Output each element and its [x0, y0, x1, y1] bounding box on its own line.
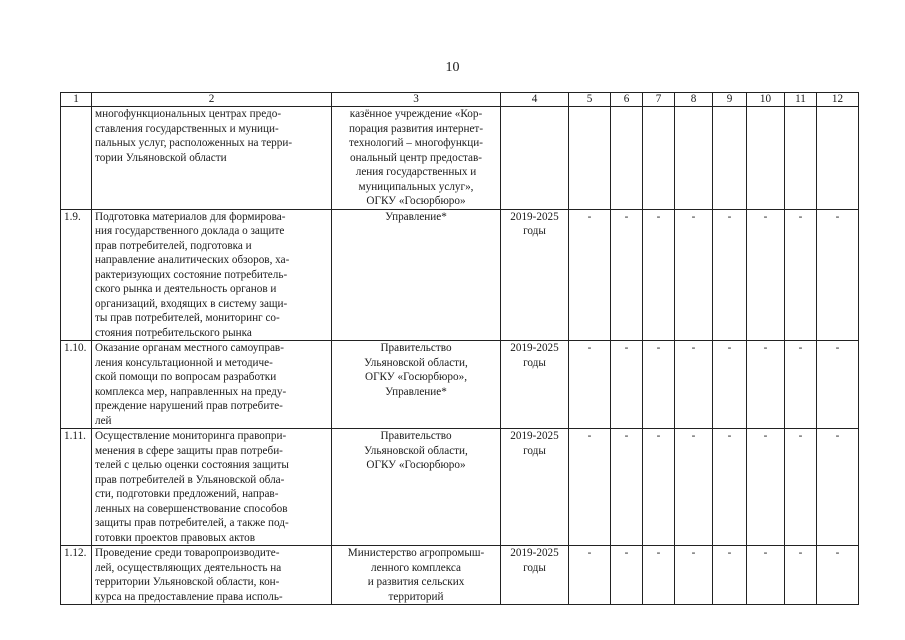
period [501, 341, 569, 429]
value-cell: - [785, 429, 817, 546]
executor-line: Ульяновской области, [364, 444, 468, 457]
page-number: 10 [445, 60, 460, 75]
event-description-line: сти, подготовки предложений, направ- [95, 488, 279, 500]
value-cell [569, 107, 611, 210]
column-header-8: 8 [675, 93, 713, 107]
executor [332, 107, 501, 210]
value-cell: - [785, 341, 817, 429]
value-cell: - [817, 429, 859, 546]
value-cell [675, 107, 713, 210]
event-description-line: организаций, входящих в систему защи- [95, 297, 288, 310]
period-line: 2019-2025 [510, 342, 559, 354]
row-number [61, 107, 92, 210]
value-cell: - [611, 209, 643, 341]
value-cell: - [643, 341, 675, 429]
column-header-7: 7 [643, 93, 675, 107]
header-row [61, 93, 859, 107]
event-description [92, 429, 332, 546]
value-cell: - [713, 209, 747, 341]
value-cell: - [643, 429, 675, 546]
value-cell: - [747, 341, 785, 429]
executor-line: ОГКУ «Госюрбюро», [365, 371, 467, 383]
event-description-line: ты прав потребителей, мониторинг со- [95, 312, 280, 324]
executor [332, 429, 501, 546]
executor-line: территорий [388, 590, 444, 603]
column-header-3: 3 [332, 93, 501, 107]
executor [332, 546, 501, 605]
executor [332, 341, 501, 429]
event-description-line: ления консультационной и методиче- [95, 356, 273, 369]
table-row [61, 429, 859, 546]
event-description-line: курса на предоставление права исполь- [95, 590, 283, 603]
event-description-line: направление аналитических обзоров, ха- [95, 254, 290, 266]
executor-line: ОГКУ «Госюрбюро» [366, 195, 466, 207]
value-cell: - [785, 546, 817, 605]
value-cell: - [747, 209, 785, 341]
value-cell: - [569, 209, 611, 341]
executor-line: Правительство [380, 430, 452, 442]
event-description-line: лей [95, 414, 112, 427]
executor-line: Правительство [380, 342, 452, 354]
executor-line: муниципальных услуг», [358, 180, 474, 193]
executor-line: ленного комплекса [371, 561, 461, 574]
column-header-5: 5 [569, 93, 611, 107]
value-cell: - [569, 546, 611, 605]
column-header-9: 9 [713, 93, 747, 107]
period-line: 2019-2025 [510, 210, 559, 223]
event-description-line: преждение нарушений прав потребите- [95, 400, 283, 412]
event-description-line: ния государственного доклада о защите [95, 225, 285, 237]
value-cell [713, 107, 747, 210]
value-cell: - [643, 546, 675, 605]
event-description-line: ленных на совершенствование способов [95, 502, 288, 515]
column-header-11: 11 [785, 93, 817, 107]
value-cell: - [785, 209, 817, 341]
value-cell: - [675, 341, 713, 429]
table-row [61, 107, 859, 210]
value-cell: - [611, 546, 643, 605]
value-cell: - [643, 209, 675, 341]
value-cell [643, 107, 675, 210]
value-cell: - [675, 209, 713, 341]
value-cell [747, 107, 785, 210]
executor-line: Министерство агропромыш- [347, 547, 485, 559]
event-description-line: прав потребителей, подготовка и [95, 239, 252, 252]
value-cell [817, 107, 859, 210]
table-body [61, 107, 859, 605]
event-description-line: готовки проектов правовых актов [95, 531, 255, 544]
column-header-4: 4 [501, 93, 569, 107]
column-header-2: 2 [92, 93, 332, 107]
event-description-line: многофункциональных центрах предо- [95, 108, 282, 120]
event-description [92, 209, 332, 341]
column-header-12: 12 [817, 93, 859, 107]
event-description-line: стояния потребительского рынка [95, 326, 252, 339]
event-description [92, 107, 332, 210]
period-line: годы [523, 444, 546, 457]
executor-line: Ульяновской области, [364, 356, 468, 369]
value-cell: - [569, 341, 611, 429]
column-header-10: 10 [747, 93, 785, 107]
event-description-line: защиты прав потребителей, а также под- [95, 517, 289, 529]
executor-line: ления государственных и [355, 166, 477, 178]
executor-line: технологий – многофункци- [349, 137, 483, 149]
value-cell: - [817, 341, 859, 429]
period-line: 2019-2025 [510, 430, 559, 442]
event-description [92, 341, 332, 429]
column-header-1: 1 [61, 93, 92, 107]
event-description-line: территории Ульяновской области, кон- [95, 576, 280, 588]
value-cell: - [713, 546, 747, 605]
period [501, 546, 569, 605]
value-cell: - [611, 429, 643, 546]
value-cell: - [675, 546, 713, 605]
event-description-line: Оказание органам местного самоуправ- [95, 342, 284, 354]
period [501, 209, 569, 341]
event-description-line: Проведение среди товаропроизводите- [95, 547, 280, 559]
executor-line: Управление* [385, 210, 447, 223]
executor-line: ональный центр предостав- [350, 151, 482, 164]
value-cell [611, 107, 643, 210]
executor-line: ОГКУ «Госюрбюро» [366, 459, 466, 471]
value-cell: - [675, 429, 713, 546]
value-cell: - [611, 341, 643, 429]
executor [332, 209, 501, 341]
executor-line: Управление* [385, 385, 447, 398]
event-description [92, 546, 332, 605]
column-header-6: 6 [611, 93, 643, 107]
event-description-line: Осуществление мониторинга правопри- [95, 430, 287, 442]
period [501, 429, 569, 546]
value-cell: - [713, 429, 747, 546]
measures-table [60, 92, 859, 605]
value-cell: - [817, 546, 859, 605]
event-description-line: менения в сфере защиты прав потреби- [95, 444, 283, 457]
event-description-line: ставления государственных и муници- [95, 122, 279, 135]
table-row [61, 546, 859, 605]
value-cell [785, 107, 817, 210]
executor-line: казённое учреждение «Кор- [349, 108, 483, 120]
event-description-line: телей с целью оценки состояния защиты [95, 459, 289, 471]
event-description-line: Подготовка материалов для формирова- [95, 210, 286, 223]
value-cell: - [817, 209, 859, 341]
event-description-line: комплекса мер, направленных на преду- [95, 385, 287, 398]
event-description-line: тории Ульяновской области [95, 151, 227, 164]
event-description-line: пальных услуг, расположенных на терри- [95, 137, 293, 149]
row-number: 1.12. [61, 546, 92, 605]
row-number: 1.11. [61, 429, 92, 546]
period-line: годы [523, 225, 546, 237]
row-number: 1.10. [61, 341, 92, 429]
period-line: 2019-2025 [510, 547, 559, 559]
event-description-line: лей, осуществляющих деятельность на [95, 561, 282, 574]
value-cell: - [747, 546, 785, 605]
executor-line: порация развития интернет- [348, 122, 484, 135]
value-cell: - [747, 429, 785, 546]
event-description-line: ской помощи по вопросам разработки [95, 371, 277, 383]
table-row [61, 209, 859, 341]
row-number: 1.9. [61, 209, 92, 341]
period [501, 107, 569, 210]
period-line: годы [523, 356, 546, 369]
event-description-line: ского рынка и деятельность органов и [95, 283, 277, 295]
event-description-line: рактеризующих состояние потребитель- [95, 268, 288, 281]
executor-line: и развития сельских [367, 576, 465, 588]
event-description-line: прав потребителей в Ульяновской обла- [95, 473, 285, 486]
table-row [61, 341, 859, 429]
value-cell: - [569, 429, 611, 546]
period-line: годы [523, 561, 546, 574]
value-cell: - [713, 341, 747, 429]
